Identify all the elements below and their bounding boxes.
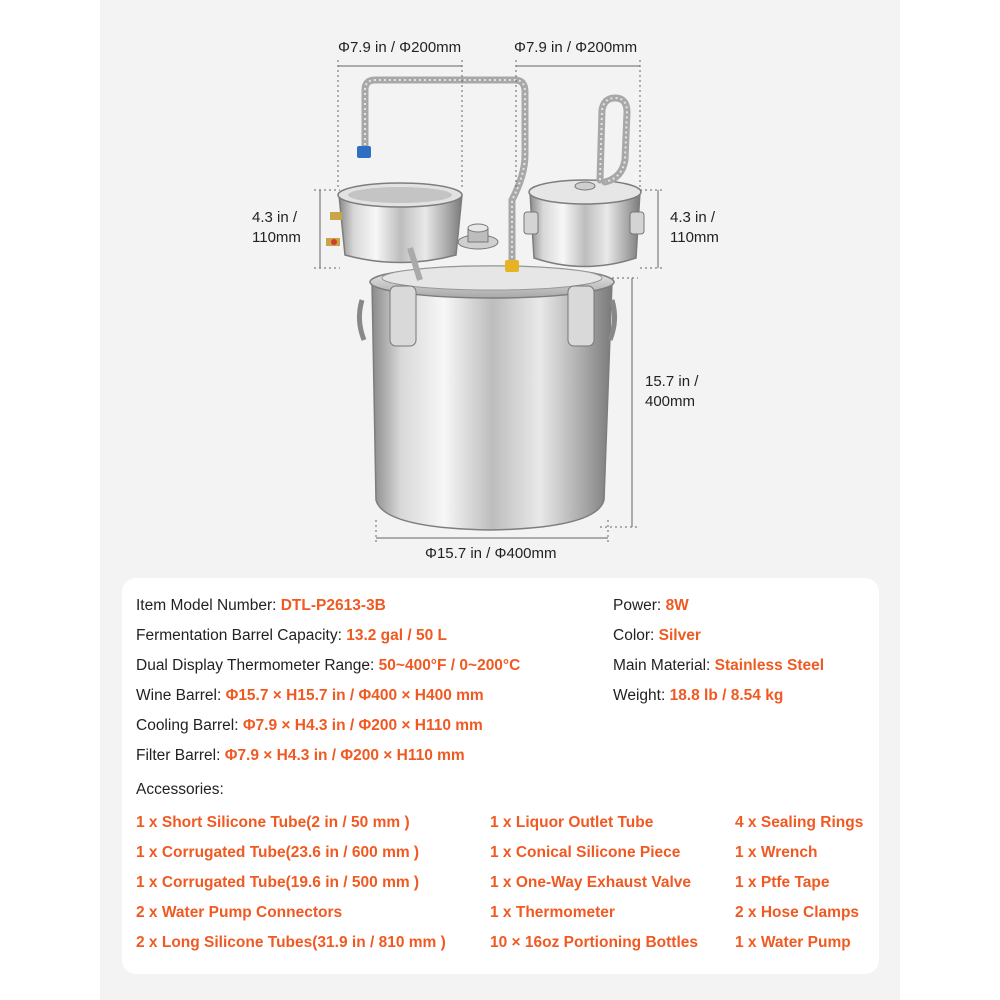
filter-height-label-line2: 110mm xyxy=(670,229,719,246)
spec-label: Wine Barrel: xyxy=(136,687,226,704)
spec-item-model xyxy=(136,597,386,615)
spec-value: Silver xyxy=(658,627,701,644)
spec-power xyxy=(613,597,689,615)
cooling-height-label-line2: 110mm xyxy=(252,229,301,246)
accessory-item: 10 × 16oz Portioning Bottles xyxy=(490,934,698,951)
accessories-title: Accessories: xyxy=(136,781,224,798)
barrel-diameter-label: Φ15.7 in / Φ400mm xyxy=(425,545,557,562)
filter-barrel xyxy=(524,180,644,267)
spec-label: Cooling Barrel: xyxy=(136,717,243,734)
accessory-item: 1 x Corrugated Tube(23.6 in / 600 mm ) xyxy=(136,844,420,861)
accessory-item: 4 x Sealing Rings xyxy=(735,814,864,831)
spec-value: Φ15.7 × H15.7 in / Φ400 × H400 mm xyxy=(225,687,484,704)
accessory-item: 1 x Wrench xyxy=(735,844,818,861)
spec-value: DTL-P2613-3B xyxy=(280,597,386,614)
spec-thermometer-range xyxy=(136,657,520,675)
yellow-connector xyxy=(505,260,519,272)
accessory-item: 2 x Water Pump Connectors xyxy=(136,904,343,921)
cooling-top-diameter-label: Φ7.9 in / Φ200mm xyxy=(338,39,462,56)
accessory-item: 1 x Liquor Outlet Tube xyxy=(490,814,654,831)
spec-value: Φ7.9 × H4.3 in / Φ200 × H110 mm xyxy=(242,717,483,734)
wine-barrel xyxy=(359,224,614,530)
spec-label: Item Model Number: xyxy=(136,597,281,614)
accessory-item: 1 x Conical Silicone Piece xyxy=(490,844,681,861)
spec-value: Φ7.9 × H4.3 in / Φ200 × H110 mm xyxy=(224,747,465,764)
spec-value: 8W xyxy=(665,597,689,614)
filter-top-diameter-label: Φ7.9 in / Φ200mm xyxy=(514,39,638,56)
spec-material xyxy=(613,657,824,675)
spec-cooling-barrel xyxy=(136,717,483,735)
cooling-barrel xyxy=(326,183,462,280)
barrel-height-label-line1: 15.7 in / xyxy=(645,373,699,390)
spec-label: Power: xyxy=(613,597,666,614)
spec-value: Stainless Steel xyxy=(714,657,825,674)
accessory-item: 2 x Hose Clamps xyxy=(735,904,860,921)
accessory-item: 1 x Corrugated Tube(19.6 in / 500 mm ) xyxy=(136,874,420,891)
filter-height-label-line1: 4.3 in / xyxy=(670,209,716,226)
accessory-item: 1 x One-Way Exhaust Valve xyxy=(490,874,692,891)
accessory-item: 2 x Long Silicone Tubes(31.9 in / 810 mm ) xyxy=(136,934,446,951)
spec-label: Color: xyxy=(613,627,659,644)
accessory-item: 1 x Short Silicone Tube(2 in / 50 mm ) xyxy=(136,814,410,831)
spec-wine-barrel xyxy=(136,687,484,705)
blue-connector xyxy=(357,146,371,158)
spec-value: 50~400°F / 0~200°C xyxy=(378,657,521,674)
spec-label: Fermentation Barrel Capacity: xyxy=(136,627,347,644)
spec-value: 18.8 lb / 8.54 kg xyxy=(669,687,784,704)
accessory-item: 1 x Thermometer xyxy=(490,904,615,921)
accessory-item: 1 x Water Pump xyxy=(735,934,851,951)
spec-capacity xyxy=(136,627,447,645)
spec-label: Weight: xyxy=(613,687,670,704)
spec-weight xyxy=(613,687,783,705)
spec-label: Filter Barrel: xyxy=(136,747,225,764)
cooling-height-label-line1: 4.3 in / xyxy=(252,209,298,226)
spec-filter-barrel xyxy=(136,747,465,765)
barrel-height-label-line2: 400mm xyxy=(645,393,696,410)
accessory-item: 1 x Ptfe Tape xyxy=(735,874,830,891)
spec-color xyxy=(613,627,701,645)
spec-label: Dual Display Thermometer Range: xyxy=(136,657,379,674)
spec-label: Main Material: xyxy=(613,657,715,674)
spec-value: 13.2 gal / 50 L xyxy=(346,627,448,644)
